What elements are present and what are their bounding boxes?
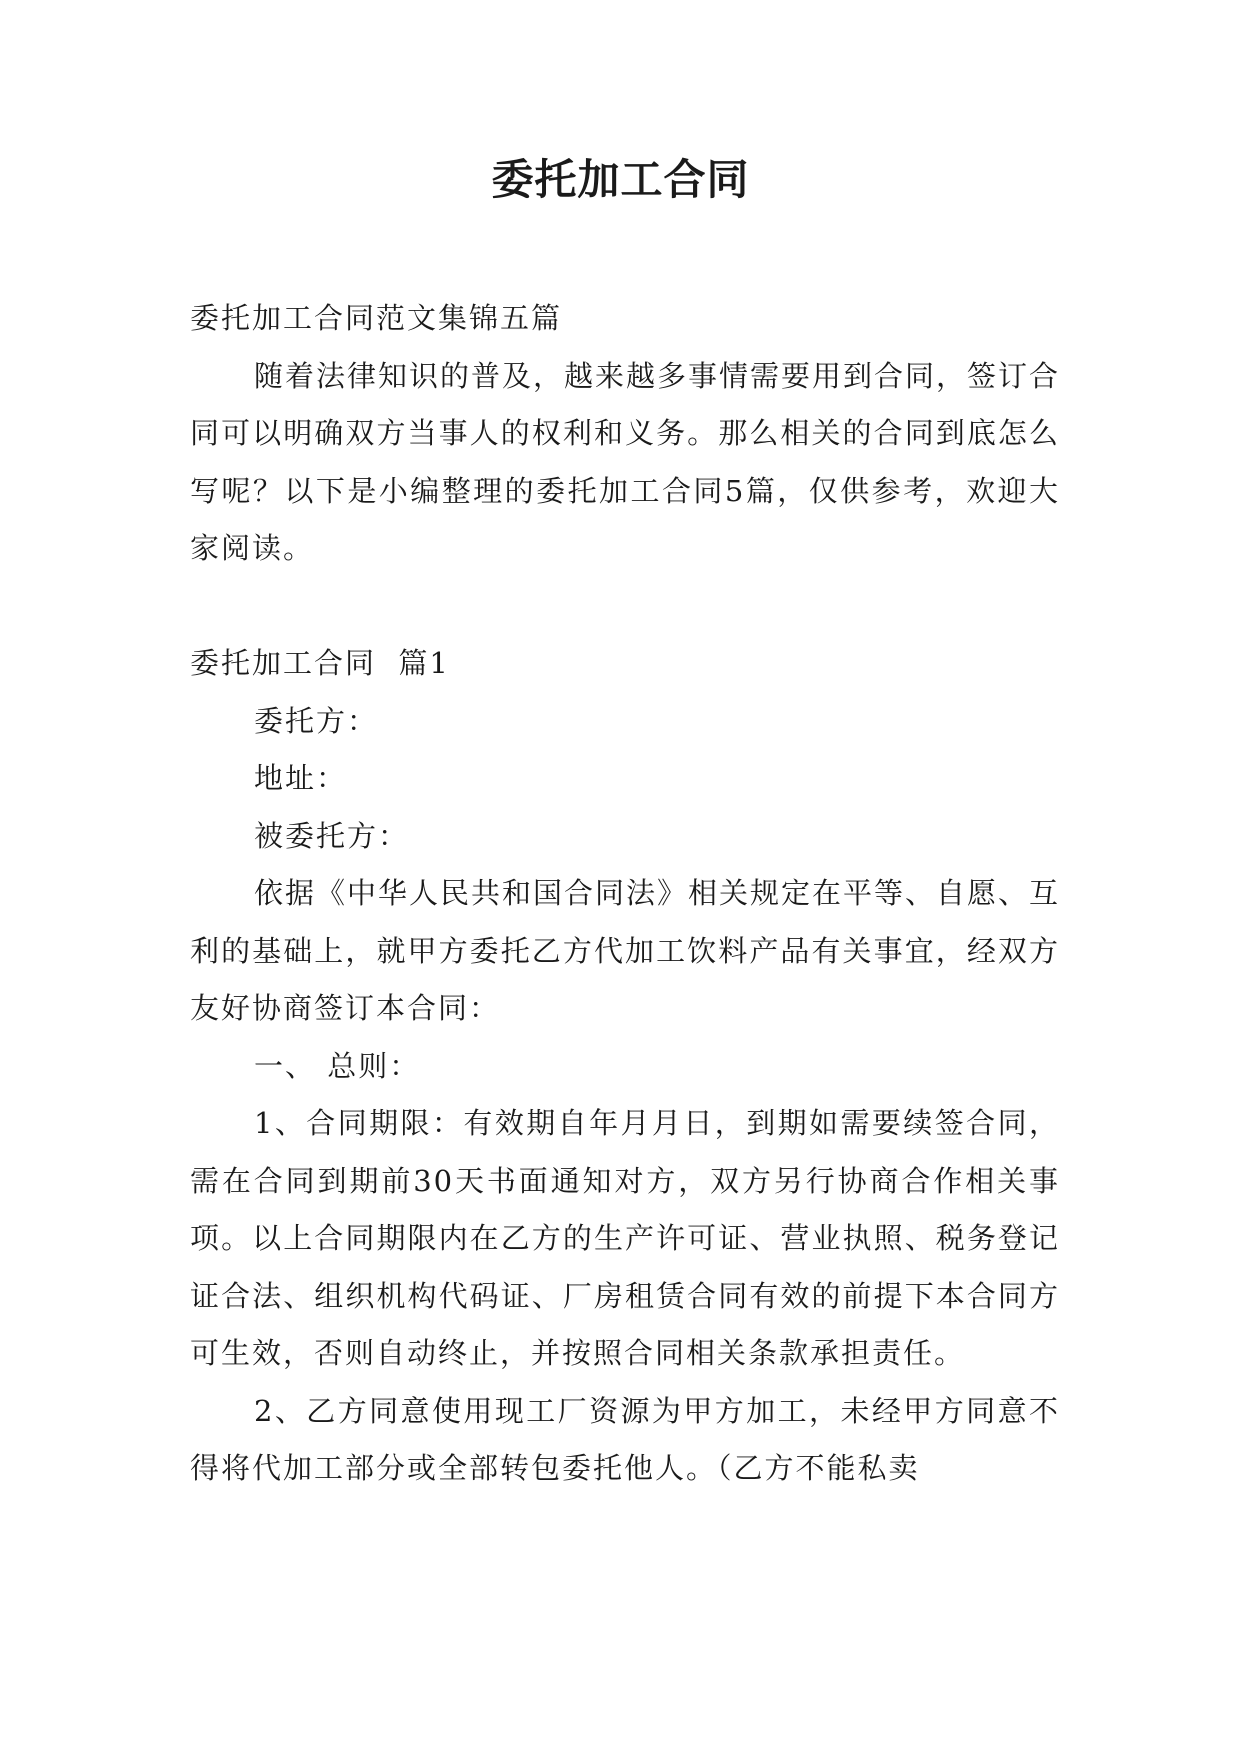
document-title: 委托加工合同 [491, 155, 750, 204]
chapter-one-heading: 一、 总则： [254, 1048, 421, 1083]
contractor-field: 被委托方： [254, 818, 410, 853]
intro-paragraph: 随着法律知识的普及，越来越多事情需要用到合同，签订合同可以明确双方当事人的权利和义务。那么相关的合同到底怎么写呢？以下是小编整理的委托加工合同5篇，仅供参考，欢迎大家阅读。 [190, 358, 1061, 565]
clause-2-paragraph: 2、乙方同意使用现工厂资源为甲方加工，未经甲方同意不得将代加工部分或全部转包委托他人。（乙方不能私卖 [190, 1393, 1060, 1485]
client-field: 委托方： [254, 703, 379, 738]
document-subtitle: 委托加工合同范文集锦五篇 [190, 301, 563, 335]
document-body [190, 290, 1060, 1498]
paragraph-spacer [190, 578, 1060, 636]
address-field: 地址： [254, 761, 348, 795]
preamble-paragraph: 依据《中华人民共和国合同法》相关规定在平等、自愿、互利的基础上，就甲方委托乙方代加工饮料产品有关事宜，经双方友好协商签订本合同： [190, 876, 1061, 1025]
section-heading: 委托加工合同 篇1 [190, 646, 450, 680]
clause-1-paragraph: 1、合同期限：有效期自年月月日，到期如需要续签合同，需在合同到期前30天书面通知对方，双方另行协商合作相关事项。以上合同期限内在乙方的生产许可证、营业执照、税务登记证合法、组织机构代码证、厂房租赁合同有效的前提下本合同方可生效，否则自动终止，并按照合同相关条款承担责任。 [190, 1106, 1060, 1370]
